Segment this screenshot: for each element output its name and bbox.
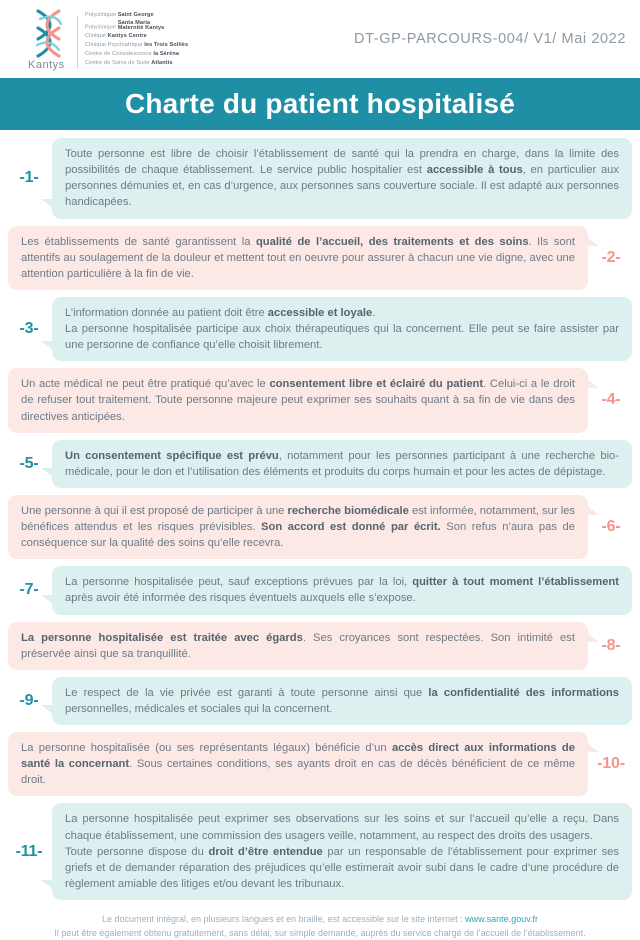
article-text: La personne hospitalisée peut, sauf exceptions prévues par la loi, quitter à tout moment l’établissement après avoir été informée des risques éventuels auxquels elle s’expose.: [52, 566, 632, 614]
document-reference: DT-GP-PARCOURS-004/ V1/ Mai 2022: [354, 31, 626, 47]
article-item: [0, 226, 640, 290]
brand-logo: [28, 8, 188, 70]
article-text: Les établissements de santé garantissent la qualité de l’accueil, des traitements et des soins. Ils sont attentifs au soulagement de la douleur et mettent tout en oeuvre pour assurer à chacun une vie digne, avec une attention particulière à la fin de vie.: [8, 226, 588, 290]
article-number: -4-: [590, 391, 632, 409]
article-number: -2-: [590, 249, 632, 267]
article-number: -10-: [590, 755, 632, 773]
title-banner: [0, 78, 640, 130]
article-item: [0, 677, 640, 725]
page-footer: [0, 907, 640, 940]
article-text: Un acte médical ne peut être pratiqué qu’avec le consentement libre et éclairé du patient. Celui-ci a le droit de refuser tout traitement. Toute personne majeure peut exprimer ses souhaits quant à sa fin de vie dans des directives anticipées.: [8, 368, 588, 432]
establishment-line: Centre de Soins de Suite Atlantis: [85, 60, 188, 68]
establishment-list: [85, 12, 188, 70]
article-item: [0, 803, 640, 900]
article-number: -5-: [8, 455, 50, 473]
article-item: [0, 622, 640, 670]
sante-gouv-link[interactable]: www.sante.gouv.fr: [465, 914, 538, 924]
establishment-line: Clinique Kantys Centre: [85, 33, 188, 41]
establishment-line: Polyclinique Santa Maria Maternité Kantys: [85, 21, 188, 33]
article-item: [0, 138, 640, 219]
brand-divider: [77, 16, 78, 68]
article-number: -9-: [8, 692, 50, 710]
article-text: Une personne à qui il est proposé de participer à une recherche biomédicale est informée, notamment, sur les bénéfices attendus et les risques prévisibles. Son accord est donné par écrit. Son refus n’aura pas de conséquence sur la qualité des soins qu’elle recevra.: [8, 495, 588, 559]
establishment-line: Polyclinique Saint George: [85, 12, 188, 20]
article-number: -7-: [8, 581, 50, 599]
page-header: [0, 0, 640, 78]
article-item: [0, 566, 640, 614]
articles-list: [0, 130, 640, 900]
article-text: Toute personne est libre de choisir l’établissement de santé qui la prendra en charge, dans la limite des possibilités de chaque établissement. Le service public hospitalier est accessible à tous, en particulier aux personnes démunies et, en cas d’urgence, aux personnes sans couverture sociale. Il est adapté aux personnes handicapées.: [52, 138, 632, 219]
article-number: -11-: [8, 843, 50, 861]
article-text: La personne hospitalisée (ou ses représentants légaux) bénéficie d’un accès direct aux informations de santé la concernant. Sous certaines conditions, ses ayants droit en cas de décès bénéficient de ce même droit.: [8, 732, 588, 796]
article-item: [0, 297, 640, 361]
article-number: -1-: [8, 169, 50, 187]
kantys-helix-icon: [28, 8, 70, 70]
article-item: [0, 732, 640, 796]
establishment-line: Centre de Convalescence la Séréna: [85, 51, 188, 59]
article-number: -8-: [590, 637, 632, 655]
article-text: Un consentement spécifique est prévu, notamment pour les personnes participant à une recherche bio-médicale, pour le don et l’utilisation des éléments et produits du corps humain et pour les actes de dépistage.: [52, 440, 632, 488]
article-text: L’information donnée au patient doit être accessible et loyale. La personne hospitalisée participe aux choix thérapeutiques qui la concernent. Elle peut se faire assister par une personne de confiance qu’elle choisit librement.: [52, 297, 632, 361]
establishment-line: Clinique Psychiatrique les Trois Solliès: [85, 42, 188, 50]
article-text: La personne hospitalisée est traitée avec égards. Ses croyances sont respectées. Son intimité est préservée ainsi que sa tranquillité.: [8, 622, 588, 670]
article-text: Le respect de la vie privée est garanti à toute personne ainsi que la confidentialité des informations personnelles, médicales et sociales qui la concernent.: [52, 677, 632, 725]
footer-line-2: Il peut être également obtenu gratuitement, sans délai, sur simple demande, auprès du service chargé de l’accueil de l’établissement.: [42, 927, 598, 940]
footer-line-1: [42, 913, 598, 927]
footer-text-before-link: Le document intégral, en plusieurs langues et en braille, est accessible sur le site internet :: [102, 914, 465, 924]
article-item: [0, 495, 640, 559]
article-number: -6-: [590, 518, 632, 536]
article-item: [0, 440, 640, 488]
page-title: Charte du patient hospitalisé: [125, 88, 515, 120]
article-item: [0, 368, 640, 432]
article-text: La personne hospitalisée peut exprimer ses observations sur les soins et sur l’accueil qu’elle a reçu. Dans chaque établissement, une commission des usagers veille, notamment, au respect des droits des usagers. Toute personne dispose du droit d’être entendue par un responsable de l’établissement pour exprimer ses griefs et de demander réparation des préjudices qu’elle estimerait avoir subi dans le cadre d’une procédure de règlement amiable des litiges et/ou devant les tribunaux.: [52, 803, 632, 900]
logo-wordmark: Kantys: [28, 59, 65, 71]
article-number: -3-: [8, 320, 50, 338]
